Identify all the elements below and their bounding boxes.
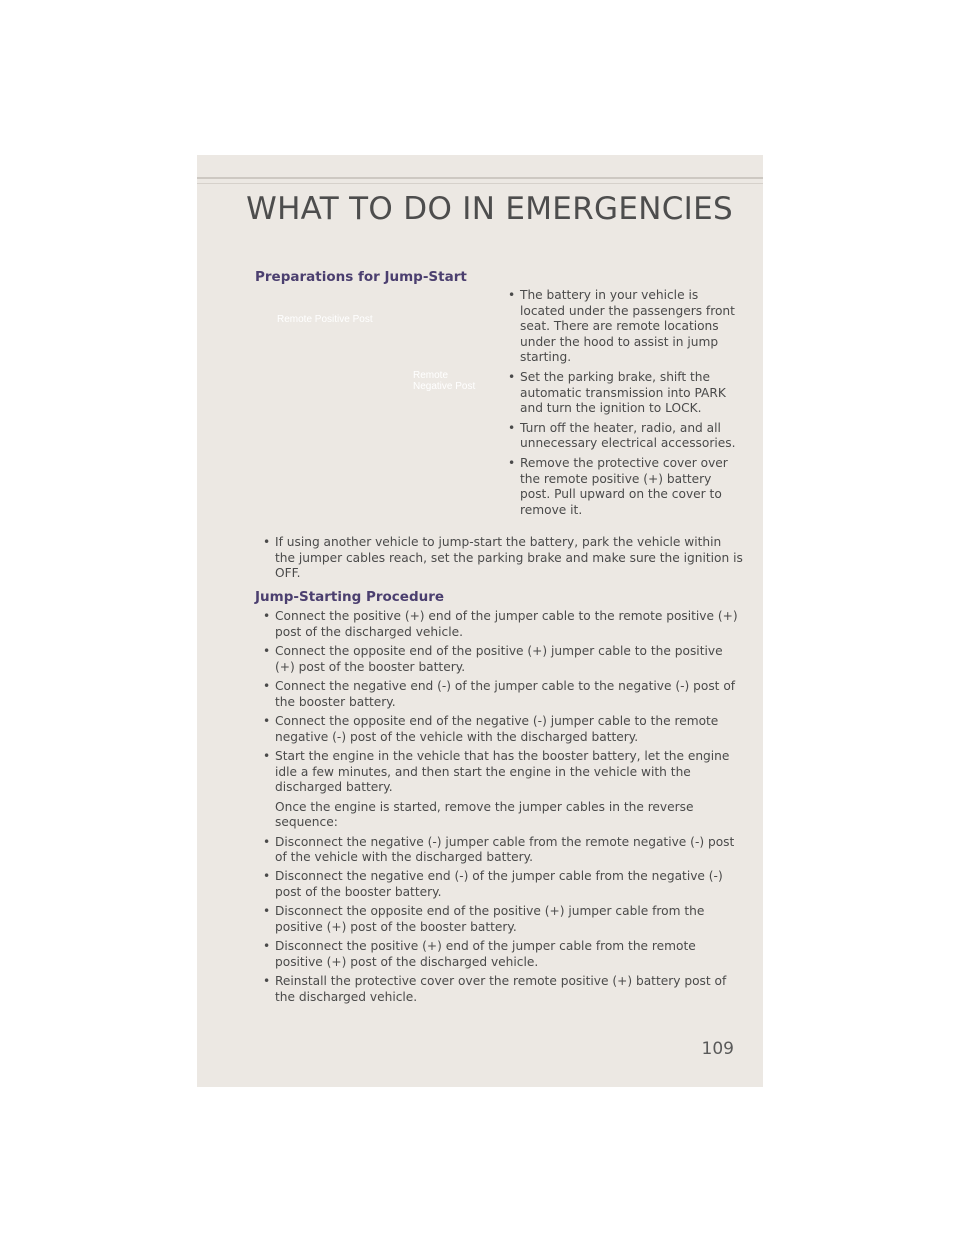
- remote-negative-post-label-line2: Negative Post: [413, 381, 476, 392]
- remote-positive-post-label: Remote Positive Post: [277, 314, 373, 325]
- removal-step: • Disconnect the positive (+) end of the jumper cable from the remote positive (+) post of the discharged vehicle.: [255, 939, 745, 970]
- battery-posts-photo: [255, 295, 489, 517]
- prep-bullet: • Set the parking brake, shift the automatic transmission into PARK and turn the ignition to LOCK.: [500, 370, 740, 417]
- jump-heading: Jump-Starting Procedure: [255, 589, 445, 605]
- section-title: WHAT TO DO IN EMERGENCIES: [246, 191, 733, 227]
- page-number: 109: [701, 1039, 734, 1059]
- header-rule: [197, 177, 763, 179]
- removal-step: • Reinstall the protective cover over the remote positive (+) battery post of the discharged vehicle.: [255, 974, 745, 1005]
- prep-bullet: • Remove the protective cover over the remote positive (+) battery post. Pull upward on the cover to remove it.: [500, 456, 740, 518]
- prep-extra-bullet: • If using another vehicle to jump-start the battery, park the vehicle within the jumper cables reach, set the parking brake and make sure the ignition is OFF.: [255, 535, 745, 582]
- jump-step: • Connect the opposite end of the positive (+) jumper cable to the positive (+) post of the booster battery.: [255, 644, 745, 675]
- manual-page: [197, 155, 763, 1087]
- prep-heading: Preparations for Jump-Start: [255, 269, 467, 285]
- jump-step: • Connect the negative end (-) of the jumper cable to the negative (-) post of the booster battery.: [255, 679, 745, 710]
- prep-extra-list: [255, 535, 745, 582]
- removal-step: • Disconnect the negative end (-) of the jumper cable from the negative (-) post of the booster battery.: [255, 869, 745, 900]
- removal-step: • Disconnect the negative (-) jumper cable from the remote negative (-) post of the vehicle with the discharged battery.: [255, 835, 745, 866]
- jump-step: • Connect the positive (+) end of the jumper cable to the remote positive (+) post of the discharged vehicle.: [255, 609, 745, 640]
- prep-bullet: • The battery in your vehicle is located under the passengers front seat. There are remote locations under the hood to assist in jump starting.: [500, 288, 740, 366]
- prep-bullet-list: [500, 288, 740, 522]
- prep-bullet: • Turn off the heater, radio, and all unnecessary electrical accessories.: [500, 421, 740, 452]
- reverse-sequence-note: Once the engine is started, remove the jumper cables in the reverse sequence:: [275, 799, 694, 830]
- header-rule-thin: [197, 183, 763, 184]
- jump-steps-list: [255, 609, 745, 1009]
- jump-step: • Connect the opposite end of the negative (-) jumper cable to the remote negative (-) post of the vehicle with the discharged battery.: [255, 714, 745, 745]
- removal-step: • Disconnect the opposite end of the positive (+) jumper cable from the positive (+) post of the booster battery.: [255, 904, 745, 935]
- jump-step: • Start the engine in the vehicle that has the booster battery, let the engine idle a few minutes, and then start the engine in the vehicle with the discharged battery.: [255, 749, 745, 796]
- remote-negative-post-label-line1: Remote: [413, 370, 449, 381]
